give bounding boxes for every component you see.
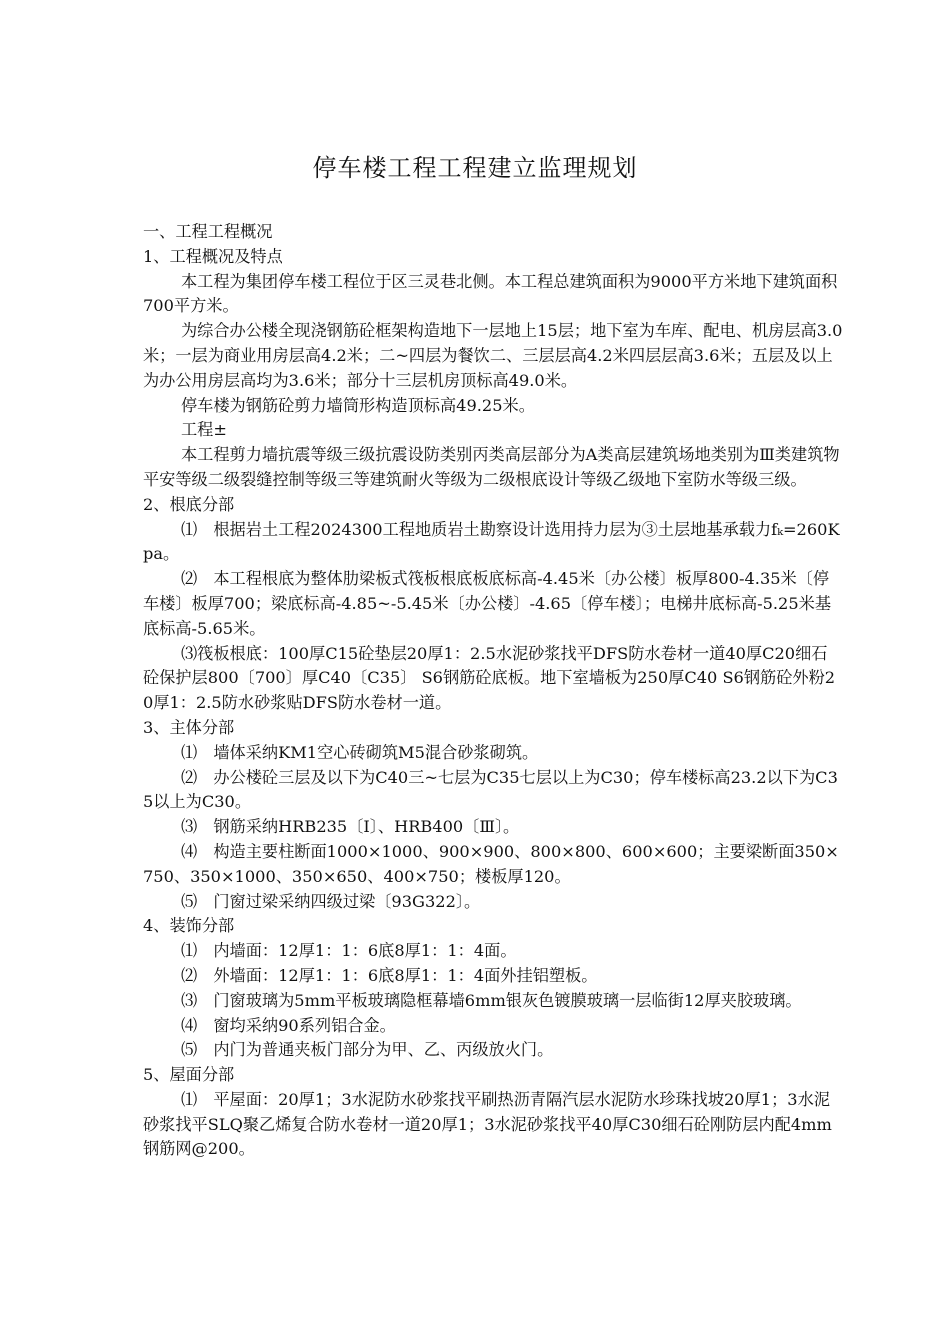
section-heading: 一、工程工程概况 — [143, 222, 273, 241]
section-heading: 3、主体分部 — [143, 717, 235, 737]
paragraph: 本工程剪力墙抗震等级三级抗震设防类别丙类高层部分为A类高层建筑场地类别为Ⅲ类建筑物平安等级二级裂缝控制等级三等建筑耐火等级为二级根底设计等级乙级地下室防水等级三级。 — [143, 445, 840, 489]
document-body — [143, 220, 843, 1162]
document-title: 停车楼工程工程建立监理规划 — [312, 154, 638, 182]
paragraph: ⑸ 门窗过梁采纳四级过梁〔93G322〕。 — [181, 891, 481, 911]
paragraph: ⑵ 本工程根底为整体肋梁板式筏板根底板底标高-4.45米〔办公楼〕板厚800-4.35米〔停车楼〕板厚700；梁底标高-4.85~-5.45米〔办公楼〕-4.65〔停车楼〕；电梯井底标高-5.25米基底标高-5.65米。 — [143, 569, 832, 638]
paragraph: 停车楼为钢筋砼剪力墙筒形构造顶标高49.25米。 — [181, 395, 535, 415]
paragraph: ⑶ 门窗玻璃为5mm平板玻璃隐框幕墙6mm银灰色镀膜玻璃一层临街12厚夹胶玻璃。 — [181, 990, 802, 1010]
paragraph: ⑵ 办公楼砼三层及以下为C40三~七层为C35七层以上为C30；停车楼标高23.2以下为C35以上为C30。 — [143, 767, 838, 812]
section-heading: 5、屋面分部 — [143, 1065, 235, 1085]
paragraph: ⑴ 墙体采纳KM1空心砖砌筑M5混合砂浆砌筑。 — [181, 742, 539, 762]
paragraph: ⑷ 窗均采纳90系列铝合金。 — [181, 1015, 396, 1035]
paragraph: ⑸ 内门为普通夹板门部分为甲、乙、丙级放火门。 — [181, 1040, 554, 1060]
paragraph: ⑶筏板根底：100厚C15砼垫层20厚1：2.5水泥砂浆找平DFS防水卷材一道40厚C20细石砼保护层800〔700〕厚C40〔C35〕 S6钢筋砼底板。地下室墙板为250厚C40 S6钢筋砼外粉20厚1：2.5防水砂浆贴DFS防水卷材一道。 — [143, 643, 836, 713]
paragraph: ⑴ 根据岩土工程2024300工程地质岩土勘察设计选用持力层为③土层地基承载力fₖ=260Kpa。 — [143, 519, 840, 564]
section-heading: 1、工程概况及特点 — [143, 246, 283, 266]
section-heading: 2、根底分部 — [143, 494, 235, 514]
paragraph: ⑶ 钢筋采纳HRB235〔Ⅰ〕、HRB400〔Ⅲ〕。 — [181, 817, 520, 837]
paragraph: ⑵ 外墙面：12厚1：1：6底8厚1：1：4面外挂铝塑板。 — [181, 965, 598, 985]
section-heading: 4、装饰分部 — [143, 916, 235, 936]
paragraph: 为综合办公楼全现浇钢筋砼框架构造地下一层地上15层；地下室为车库、配电、机房层高3.0米；一层为商业用房层高4.2米；二~四层为餐饮二、三层层高4.2米四层层高3.6米；五层及以上为办公用房层高均为3.6米；部分十三层机房顶标高49.0米。 — [143, 321, 843, 390]
paragraph: 本工程为集团停车楼工程位于区三灵巷北侧。本工程总建筑面积为9000平方米地下建筑面积700平方米。 — [143, 271, 838, 316]
paragraph: ⑴ 平屋面：20厚1；3水泥防水砂浆找平刷热沥青隔汽层水泥防水珍珠找坡20厚1；3水泥砂浆找平SLQ聚乙烯复合防水卷材一道20厚1；3水泥砂浆找平40厚C30细石砼刚防层内配4mm钢筋网@200。 — [143, 1089, 832, 1159]
paragraph: ⑴ 内墙面：12厚1：1：6底8厚1：1：4面。 — [181, 941, 517, 961]
paragraph: 工程± — [181, 420, 227, 440]
paragraph: ⑷ 构造主要柱断面1000×1000、900×900、800×800、600×600；主要梁断面350×750、350×1000、350×650、400×750；楼板厚120。 — [143, 841, 839, 886]
